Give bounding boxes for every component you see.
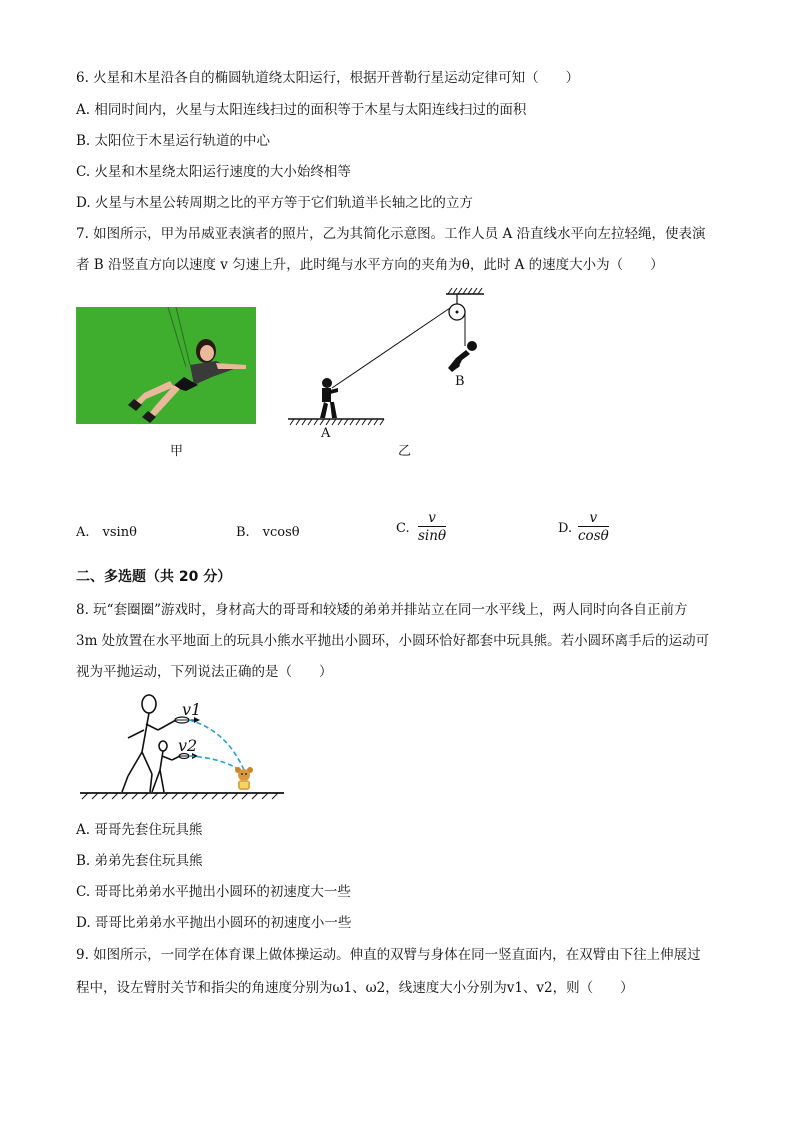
q7-option-a: A. vsinθ (76, 525, 137, 540)
q8-stem-line1: 8. 玩“套圈圈”游戏时，身材高大的哥哥和较矮的弟弟并排站立在同一水平线上，两人同时向各自正前方 (76, 602, 688, 618)
q7-option-d-fraction (578, 510, 609, 545)
q7-option-b: B. vcosθ (236, 525, 300, 540)
q6-option-c: C. 火星和木星绕太阳运行速度的大小始终相等 (76, 164, 351, 180)
q9-stem-line1: 9. 如图所示，一同学在体育课上做体操运动。伸直的双臂与身体在同一竖直面内，在双臂由下往上伸展过 (76, 947, 701, 963)
q7-option-d-denominator: cosθ (578, 528, 609, 544)
q8-option-a: A. 哥哥先套住玩具熊 (76, 822, 203, 838)
q8-stem-line3: 视为平抛运动，下列说法正确的是（ ） (76, 664, 333, 680)
q8-option-d: D. 哥哥比弟弟水平抛出小圆环的初速度小一些 (76, 915, 352, 931)
q9-stem-line2: 程中，设左臂肘关节和指尖的角速度分别为ω1、ω2，线速度大小分别为v1、v2，则（ ） (76, 980, 634, 996)
q8-option-c: C. 哥哥比弟弟水平抛出小圆环的初速度大一些 (76, 884, 351, 900)
q7-option-c-numerator: v (418, 510, 446, 527)
q6-stem: 6. 火星和木星沿各自的椭圆轨道绕太阳运行，根据开普勒行星运动定律可知（ ） (76, 70, 580, 86)
v1-label: v1 (182, 700, 202, 719)
q6-option-b: B. 太阳位于木星运行轨道的中心 (76, 133, 271, 149)
q7-option-c-label: C. (396, 521, 410, 536)
pulley-diagram (280, 286, 500, 436)
v2-label: v2 (178, 736, 198, 755)
q6-option-d: D. 火星与木星公转周期之比的平方等于它们轨道半长轴之比的立方 (76, 195, 473, 211)
label-b: B (455, 374, 465, 389)
q7-option-d-numerator: v (578, 510, 609, 527)
q7-stem-line1: 7. 如图所示，甲为吊威亚表演者的照片，乙为其简化示意图。工作人员 A 沿直线水平向左拉轻绳，使表演 (76, 226, 706, 242)
q7-option-c-denominator: sinθ (418, 528, 447, 544)
q8-option-b: B. 弟弟先套住玩具熊 (76, 853, 203, 869)
label-a: A (321, 426, 331, 441)
caption-jia: 甲 (170, 444, 184, 459)
performer-photo (76, 307, 256, 424)
q7-option-d-label: D. (558, 521, 573, 536)
q6-option-a: A. 相同时间内，火星与太阳连线扫过的面积等于木星与太阳连线扫过的面积 (76, 102, 527, 118)
q8-stem-line2: 3m 处放置在水平地面上的玩具小熊水平抛出小圆环，小圆环恰好都套中玩具熊。若小圆环离手后的运动可 (76, 633, 710, 649)
section-heading: 二、多选题（共 20 分） (76, 569, 232, 585)
performer-illustration (76, 307, 256, 424)
caption-yi: 乙 (398, 444, 412, 459)
q7-option-c-fraction (418, 510, 446, 545)
q7-stem-line2: 者 B 沿竖直方向以速度 v 匀速上升，此时绳与水平方向的夹角为θ，此时 A 的速度大小为（ ） (76, 257, 664, 273)
